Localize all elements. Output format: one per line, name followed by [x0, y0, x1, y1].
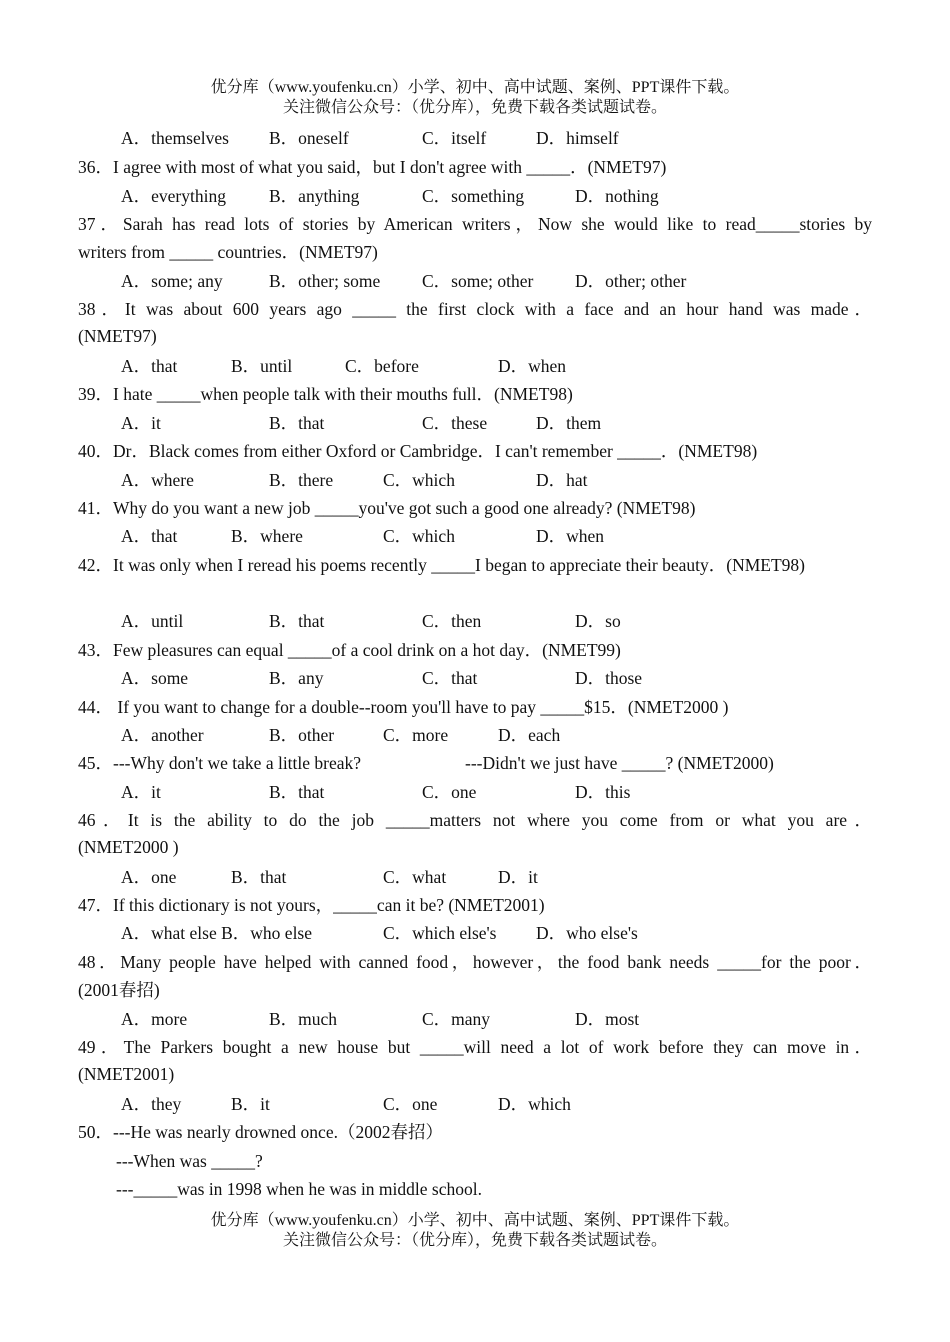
question-42: 42．It was only when I reread his poems recently _____I began to appreciate their beauty．(NMET98): [78, 555, 805, 575]
option-b: B．there: [269, 470, 334, 490]
option-b: B．anything: [269, 186, 360, 206]
question-38-line-1: 38．It was about 600 years ago _____ the first clock with a face and an hour hand was made．: [78, 299, 872, 319]
option-c: C．one: [422, 782, 477, 802]
option-c: C．what: [383, 867, 447, 887]
option-b: B．that: [231, 867, 287, 887]
option-c: C．one: [383, 1094, 438, 1114]
question-50-line-2: ---When was _____?: [116, 1151, 263, 1171]
option-c: C．before: [345, 356, 419, 376]
option-a: A．more: [121, 1009, 188, 1029]
option-d: D．so: [575, 611, 621, 631]
question-36: 36．I agree with most of what you said，but I don't agree with _____．(NMET97): [78, 157, 667, 177]
option-c: C．itself: [422, 128, 487, 148]
option-d: D．nothing: [575, 186, 659, 206]
question-37-line-1: 37．Sarah has read lots of stories by American writers，Now she would like to read_____stories by: [78, 214, 872, 234]
option-d: D．them: [536, 413, 602, 433]
option-b: B．that: [269, 413, 325, 433]
question-50-line-3: ---_____was in 1998 when he was in middle school.: [116, 1179, 482, 1199]
option-d: D．when: [498, 356, 567, 376]
question-39: 39．I hate _____when people talk with their mouths full．(NMET98): [78, 384, 573, 404]
option-a: A．one: [121, 867, 177, 887]
option-a: A．it: [121, 413, 161, 433]
option-b: B．that: [269, 782, 325, 802]
question-37-line-2: writers from _____ countries．(NMET97): [78, 242, 378, 262]
option-d: D．those: [575, 668, 643, 688]
option-b: B．where: [231, 526, 303, 546]
option-a: A．everything: [121, 186, 226, 206]
option-c: C．which else's: [383, 923, 497, 943]
option-b: B．much: [269, 1009, 338, 1029]
option-d: D．which: [498, 1094, 571, 1114]
option-d: D．himself: [536, 128, 619, 148]
option-b: B．other: [269, 725, 335, 745]
option-c: C．which: [383, 470, 455, 490]
question-46-line-2: (NMET2000 ): [78, 837, 179, 857]
option-d: D．this: [575, 782, 631, 802]
question-45-part-1: 45．---Why don't we take a little break?: [78, 753, 362, 773]
option-a: A．they: [121, 1094, 182, 1114]
option-b: B．it: [231, 1094, 270, 1114]
option-c: C．many: [422, 1009, 491, 1029]
option-d: D．when: [536, 526, 605, 546]
question-43: 43．Few pleasures can equal _____of a cool drink on a hot day．(NMET99): [78, 640, 621, 660]
option-b: B．other; some: [269, 271, 381, 291]
question-48-line-2: (2001春招): [78, 980, 160, 1000]
option-a: A．some: [121, 668, 189, 688]
footer-line-1: 优分库（www.youfenku.cn）小学、初中、高中试题、案例、PPT课件下载。: [210, 1212, 740, 1229]
option-a: A．that: [121, 356, 178, 376]
option-c: C．then: [422, 611, 482, 631]
option-d: D．most: [575, 1009, 640, 1029]
option-c: C．something: [422, 186, 525, 206]
option-a: A．themselves: [121, 128, 229, 148]
option-a: A．it: [121, 782, 161, 802]
option-a-b: A．what else B．who else: [121, 923, 313, 943]
option-d: D．it: [498, 867, 538, 887]
option-c: C．these: [422, 413, 488, 433]
question-41: 41．Why do you want a new job _____you've got such a good one already? (NMET98): [78, 498, 696, 518]
option-a: A．some; any: [121, 271, 223, 291]
question-48-line-1: 48．Many people have helped with canned food，however，the food bank needs _____for the poor．: [78, 952, 872, 972]
option-d: D．each: [498, 725, 561, 745]
option-b: B．that: [269, 611, 325, 631]
option-d: D．other; other: [575, 271, 687, 291]
header-line-1: 优分库（www.youfenku.cn）小学、初中、高中试题、案例、PPT课件下载。: [210, 79, 740, 96]
question-49-line-2: (NMET2001): [78, 1064, 175, 1084]
question-40: 40．Dr．Black comes from either Oxford or Cambridge．I can't remember _____．(NMET98): [78, 441, 758, 461]
option-a: A．until: [121, 611, 184, 631]
option-b: B．oneself: [269, 128, 349, 148]
option-b: B．until: [231, 356, 293, 376]
question-50-line-1: 50．---He was nearly drowned once.（2002春招）: [78, 1122, 443, 1142]
option-a: A．another: [121, 725, 204, 745]
question-44: 44． If you want to change for a double--room you'll have to pay _____$15．(NMET2000 ): [78, 697, 729, 717]
question-47: 47．If this dictionary is not yours，_____can it be? (NMET2001): [78, 895, 545, 915]
option-a: A．that: [121, 526, 178, 546]
option-a: A．where: [121, 470, 194, 490]
question-46-line-1: 46．It is the ability to do the job _____matters not where you come from or what you are．: [78, 810, 872, 830]
question-45-part-2: ---Didn't we just have _____? (NMET2000): [465, 753, 774, 773]
option-c: C．some; other: [422, 271, 534, 291]
question-49-line-1: 49．The Parkers bought a new house but _____will need a lot of work before they can move in．: [78, 1037, 872, 1057]
header-line-2: 关注微信公众号：（优分库），免费下载各类试题试卷。: [282, 99, 667, 116]
option-c: C．which: [383, 526, 455, 546]
option-d: D．hat: [536, 470, 588, 490]
question-38-line-2: (NMET97): [78, 326, 157, 346]
option-d: D．who else's: [536, 923, 638, 943]
option-c: C．that: [422, 668, 478, 688]
footer-line-2: 关注微信公众号：（优分库），免费下载各类试题试卷。: [282, 1232, 667, 1249]
option-c: C．more: [383, 725, 449, 745]
option-b: B．any: [269, 668, 324, 688]
